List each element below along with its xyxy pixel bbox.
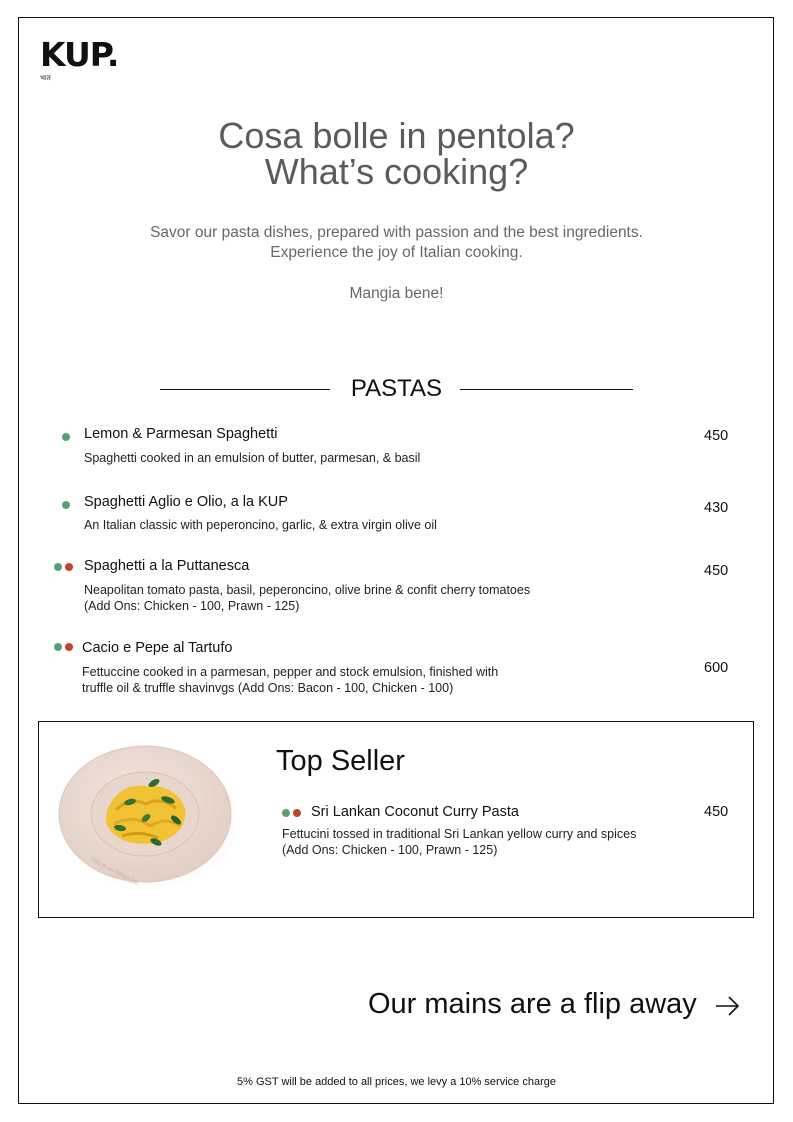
- item-name: Spaghetti a la Puttanesca: [84, 558, 250, 574]
- intro-line-2: Experience the joy of Italian cooking.: [270, 244, 523, 261]
- top-seller-title: Top Seller: [276, 745, 405, 777]
- item-description: Neapolitan tomato pasta, basil, peperoncino, olive brine & confit cherry tomatoes: [84, 583, 531, 597]
- non-veg-indicator-icon: [293, 809, 301, 817]
- item-price: 450: [704, 804, 729, 820]
- item-description-continued: truffle oil & truffle shavinvgs (Add Ons: Bacon - 100, Chicken - 100): [82, 681, 454, 695]
- intro-tagline: Mangia bene!: [349, 285, 444, 302]
- item-name: Cacio e Pepe al Tartufo: [82, 640, 233, 656]
- section-title: PASTAS: [350, 375, 443, 402]
- plate-engraving: This is an Italian job: [89, 856, 139, 887]
- item-description: Fettuccine cooked in a parmesan, pepper and stock emulsion, finished with: [82, 665, 499, 679]
- item-description: Spaghetti cooked in an emulsion of butter, parmesan, & basil: [84, 451, 421, 465]
- headline-english: What’s cooking?: [264, 151, 529, 192]
- item-price: 600: [704, 660, 729, 676]
- non-veg-indicator-icon: [65, 563, 73, 571]
- item-price: 450: [704, 563, 729, 579]
- brand-logo: KUP.: [40, 35, 119, 74]
- section-divider-right: [460, 389, 633, 390]
- item-description: Fettucini tossed in traditional Sri Lankan yellow curry and spices: [282, 827, 637, 841]
- brand-logo-subtext: भात: [40, 74, 51, 82]
- item-name: Sri Lankan Coconut Curry Pasta: [311, 804, 519, 820]
- non-veg-indicator-icon: [65, 643, 73, 651]
- headline-italian: Cosa bolle in pentola?: [218, 115, 575, 156]
- intro-line-1: Savor our pasta dishes, prepared with passion and the best ingredients.: [150, 224, 643, 241]
- arrow-right-icon: [714, 994, 742, 1018]
- item-description: An Italian classic with peperoncino, garlic, & extra virgin olive oil: [84, 518, 437, 532]
- veg-indicator-icon: [62, 433, 70, 441]
- item-name: Lemon & Parmesan Spaghetti: [84, 426, 278, 442]
- veg-indicator-icon: [282, 809, 290, 817]
- item-name: Spaghetti Aglio e Olio, a la KUP: [84, 494, 288, 510]
- pasta-plate-image: [50, 738, 240, 898]
- tax-note: 5% GST will be added to all prices, we levy a 10% service charge: [237, 1076, 556, 1088]
- item-addons: (Add Ons: Chicken - 100, Prawn - 125): [282, 843, 498, 857]
- item-addons: (Add Ons: Chicken - 100, Prawn - 125): [84, 599, 300, 613]
- veg-indicator-icon: [54, 643, 62, 651]
- item-price: 430: [704, 500, 729, 516]
- veg-indicator-icon: [62, 501, 70, 509]
- veg-indicator-icon: [54, 563, 62, 571]
- item-price: 450: [704, 428, 729, 444]
- flip-page-prompt: Our mains are a flip away: [368, 988, 697, 1020]
